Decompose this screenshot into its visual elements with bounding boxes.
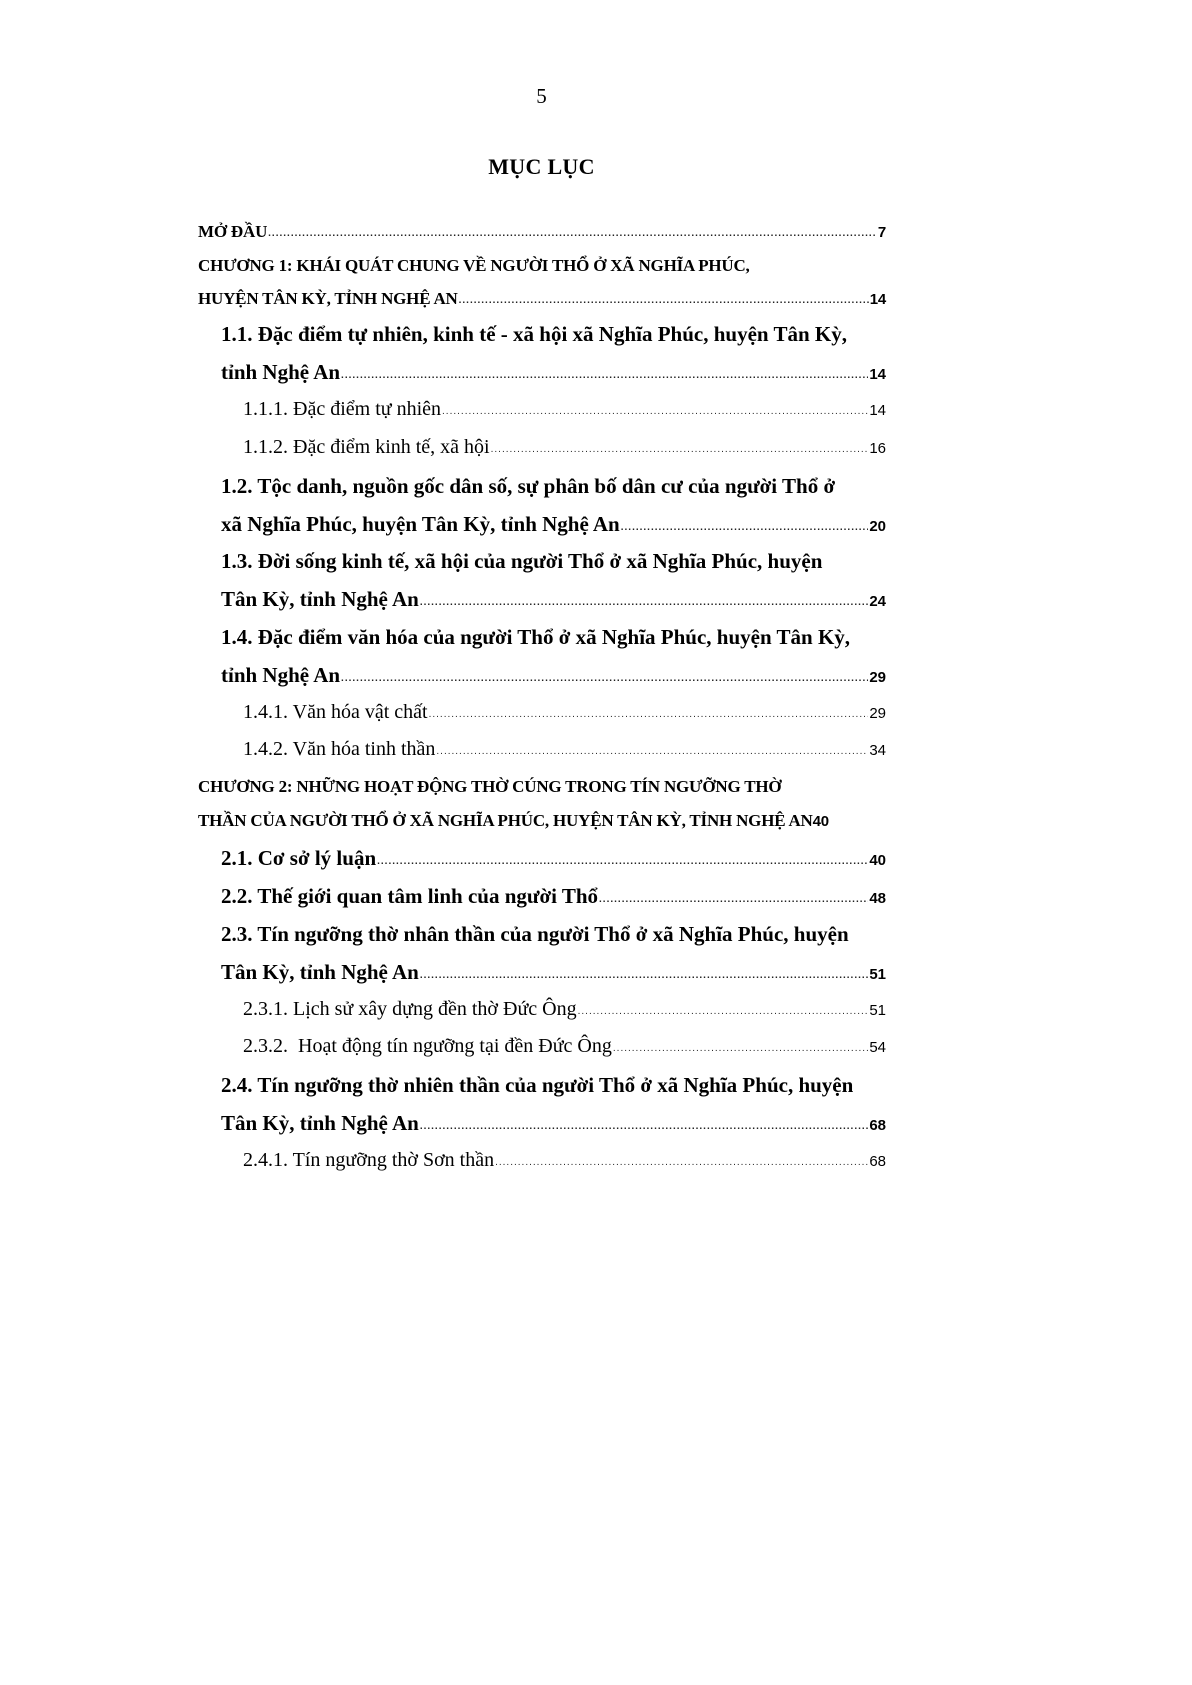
toc-page-number: 51 <box>869 966 886 983</box>
toc-entry-text: HUYỆN TÂN KỲ, TỈNH NGHỆ AN <box>198 289 458 308</box>
toc-page-number: 14 <box>869 291 886 308</box>
toc-entry-text: Tân Kỳ, tỉnh Nghệ An <box>221 587 419 611</box>
toc-page-number: 40 <box>812 813 829 830</box>
toc-entry-2-4-1[interactable] <box>243 1149 886 1172</box>
toc-entry-text: xã Nghĩa Phúc, huyện Tân Kỳ, tỉnh Nghệ An <box>221 512 620 536</box>
toc-entry-text: 2.4.1. Tín ngưỡng thờ Sơn thần <box>243 1149 495 1171</box>
toc-entry-text: Tân Kỳ, tỉnh Nghệ An <box>221 1111 419 1135</box>
toc-entry-text: Tân Kỳ, tỉnh Nghệ An <box>221 960 419 984</box>
dot-leader <box>377 856 868 867</box>
toc-entry-2-4[interactable] <box>221 1111 886 1136</box>
toc-title: MỤC LỤC <box>488 154 595 179</box>
toc-entry-chapter-2-line1[interactable]: CHƯƠNG 2: NHỮNG HOẠT ĐỘNG THỜ CÚNG TRONG TÍN NGƯỠNG THỜ <box>198 777 782 796</box>
toc-entry-text: 1.4.1. Văn hóa vật chất <box>243 701 428 723</box>
dot-leader <box>341 370 868 381</box>
toc-entry-text: 1.4.2. Văn hóa tinh thần <box>243 738 436 760</box>
toc-page-number: 14 <box>869 402 886 419</box>
dot-leader <box>436 746 868 757</box>
toc-page-number: 68 <box>869 1117 886 1134</box>
toc-entry-2-1[interactable] <box>221 846 886 871</box>
dot-leader <box>420 1121 869 1132</box>
toc-entry-1-1-2[interactable] <box>243 436 886 459</box>
dot-leader <box>268 228 877 239</box>
toc-entry-text: THẦN CỦA NGƯỜI THỔ Ở XÃ NGHĨA PHÚC, HUYỆN TÂN KỲ, TỈNH NGHỆ AN <box>198 811 813 830</box>
toc-page-number: 54 <box>869 1039 886 1056</box>
toc-page-number: 51 <box>869 1002 886 1019</box>
dot-leader <box>491 444 869 455</box>
dot-leader <box>613 1043 868 1054</box>
toc-entry-1-3[interactable] <box>221 587 886 612</box>
dot-leader <box>429 709 869 720</box>
toc-page-number: 34 <box>869 742 886 759</box>
toc-entry-1-3-line1[interactable]: 1.3. Đời sống kinh tế, xã hội của người Thổ ở xã Nghĩa Phúc, huyện <box>221 549 823 573</box>
toc-entry-chapter-2[interactable] <box>198 811 886 831</box>
toc-page-number: 68 <box>869 1153 886 1170</box>
toc-entry-text: MỞ ĐẦU <box>198 222 268 241</box>
toc-entry-1-2-line1[interactable]: 1.2. Tộc danh, nguồn gốc dân số, sự phân bố dân cư của người Thổ ở <box>221 474 836 498</box>
toc-entry-text: 2.3.2. Hoạt động tín ngưỡng tại đền Đức Ông <box>243 1035 612 1057</box>
toc-page-number: 14 <box>869 366 886 383</box>
toc-entry-mo-dau[interactable] <box>198 222 886 242</box>
dot-leader <box>442 406 868 417</box>
toc-entry-text: 1.1.2. Đặc điểm kinh tế, xã hội <box>243 436 490 458</box>
dot-leader <box>599 894 868 905</box>
toc-page-number: 7 <box>877 224 886 241</box>
dot-leader <box>341 673 868 684</box>
toc-page-number: 20 <box>869 518 886 535</box>
toc-entry-1-4-line1[interactable]: 1.4. Đặc điểm văn hóa của người Thổ ở xã Nghĩa Phúc, huyện Tân Kỳ, <box>221 625 851 649</box>
toc-page-number: 40 <box>869 852 886 869</box>
toc-entry-chapter-1[interactable] <box>198 289 886 309</box>
page-number: 5 <box>536 84 547 108</box>
dot-leader <box>495 1157 868 1168</box>
dot-leader <box>459 295 869 306</box>
toc-entry-text: 2.1. Cơ sở lý luận <box>221 846 377 870</box>
toc-entry-2-3-line1[interactable]: 2.3. Tín ngưỡng thờ nhân thần của người Thổ ở xã Nghĩa Phúc, huyện <box>221 922 849 946</box>
toc-page-number: 16 <box>869 440 886 457</box>
toc-entry-2-2[interactable] <box>221 884 886 909</box>
toc-page-number: 29 <box>869 669 886 686</box>
toc-entry-2-3-2[interactable] <box>243 1035 886 1058</box>
toc-entry-text: 1.1.1. Đặc điểm tự nhiên <box>243 398 442 420</box>
toc-entry-2-4-line1[interactable]: 2.4. Tín ngưỡng thờ nhiên thần của người Thổ ở xã Nghĩa Phúc, huyện <box>221 1073 854 1097</box>
toc-entry-text: 2.2. Thế giới quan tâm linh của người Thổ <box>221 884 599 908</box>
toc-entry-1-4[interactable] <box>221 663 886 688</box>
dot-leader <box>420 597 869 608</box>
toc-entry-text: tỉnh Nghệ An <box>221 360 341 384</box>
toc-entry-1-4-2[interactable] <box>243 738 886 761</box>
toc-entry-1-1-line1[interactable]: 1.1. Đặc điểm tự nhiên, kinh tế - xã hội xã Nghĩa Phúc, huyện Tân Kỳ, <box>221 322 847 346</box>
toc-entry-2-3[interactable] <box>221 960 886 985</box>
dot-leader <box>420 970 869 981</box>
toc-entry-1-2[interactable] <box>221 512 886 537</box>
dot-leader <box>578 1006 869 1017</box>
toc-entry-1-4-1[interactable] <box>243 701 886 724</box>
toc-page-number: 48 <box>869 890 886 907</box>
toc-entry-1-1[interactable] <box>221 360 886 385</box>
toc-page-number: 29 <box>869 705 886 722</box>
toc-entry-1-1-1[interactable] <box>243 398 886 421</box>
toc-entry-2-3-1[interactable] <box>243 998 886 1021</box>
toc-page-number: 24 <box>869 593 886 610</box>
toc-entry-chapter-1-line1[interactable]: CHƯƠNG 1: KHÁI QUÁT CHUNG VỀ NGƯỜI THỔ Ở XÃ NGHĨA PHÚC, <box>198 256 750 275</box>
toc-entry-text: 2.3.1. Lịch sử xây dựng đền thờ Đức Ông <box>243 998 577 1020</box>
toc-entry-text: tỉnh Nghệ An <box>221 663 341 687</box>
dot-leader <box>621 522 869 533</box>
